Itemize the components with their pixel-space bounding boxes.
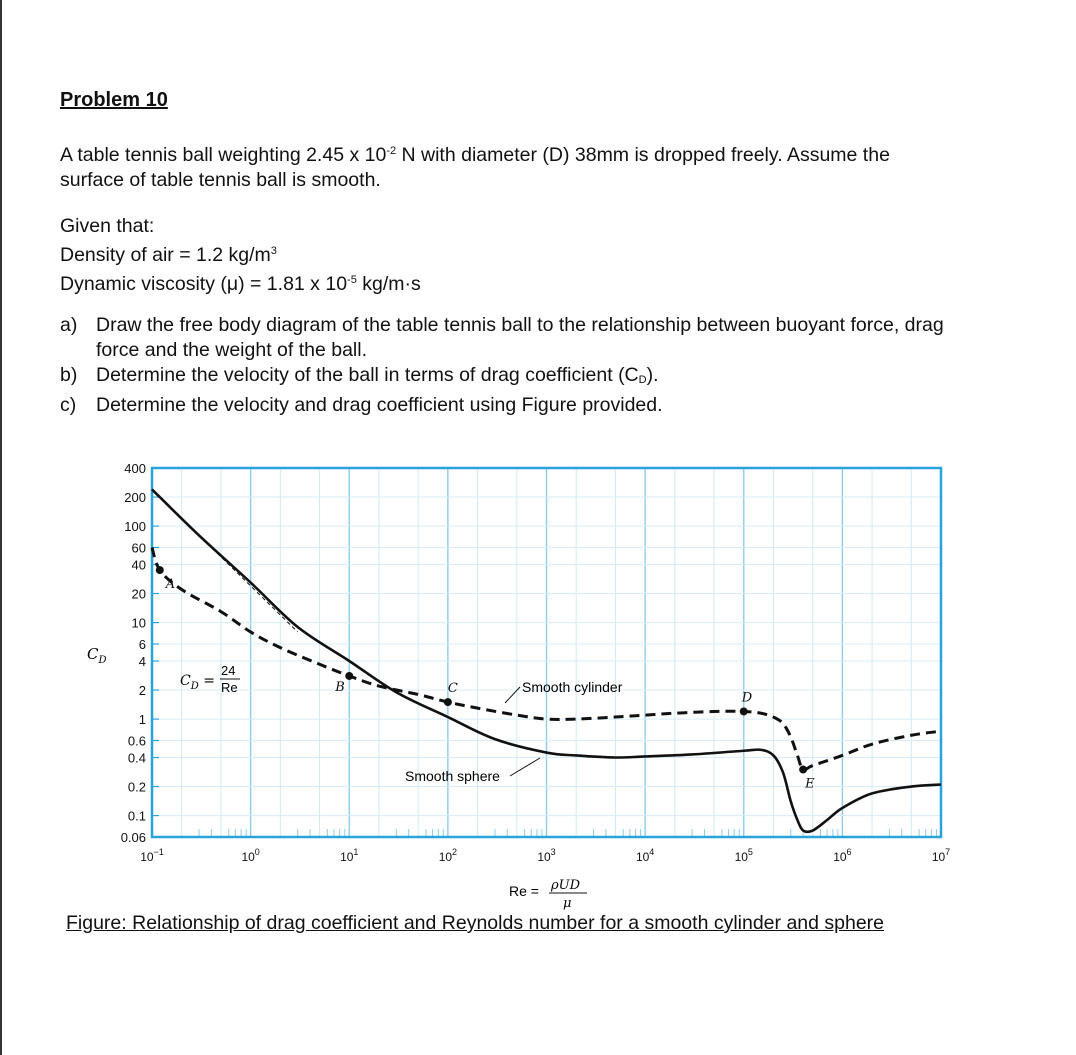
- x-tick-label: $10^{-1}$: [140, 847, 164, 864]
- annotation-smooth-sphere: [405, 758, 540, 784]
- point-C: [444, 698, 452, 706]
- x-tick-label: $10^3$: [537, 847, 556, 864]
- y-tick-label: 20: [131, 586, 146, 602]
- y-tick-label: 200: [124, 490, 146, 506]
- svg-text:μ: μ: [563, 896, 572, 910]
- given-block: [60, 214, 421, 297]
- point-D: [740, 707, 748, 715]
- given-viscosity: Dynamic viscosity (μ) = 1.81 x $10^{-5}$ kg/m·s: [60, 273, 421, 295]
- y-tick-label: 0.6: [127, 733, 146, 749]
- y-tick-label: 0.1: [127, 808, 146, 824]
- y-tick-label: 100: [124, 519, 146, 535]
- x-tick-label: $10^7$: [931, 847, 951, 864]
- svg-text:Re: Re: [221, 680, 238, 695]
- y-tick-label: 2: [138, 683, 146, 699]
- point-label-A: A: [165, 577, 176, 593]
- point-A: [156, 566, 164, 574]
- series-2: [152, 489, 298, 632]
- y-tick-label: 0.2: [127, 779, 146, 795]
- chart-grid: [152, 468, 941, 837]
- svg-text:Re =: Re =: [509, 883, 539, 899]
- question-list: [60, 313, 976, 418]
- given-heading: Given that:: [60, 215, 155, 237]
- x-tick-label: $10^4$: [635, 847, 655, 864]
- question-a: a) Draw the free body diagram of the table tennis ball to the relationship between buoyant force, drag force and the weight of the ball.: [60, 314, 944, 361]
- svg-text:CD =: $C_D$ =: [180, 673, 215, 692]
- question-b: b) Determine the velocity of the ball in terms of drag coefficient $(C_D)$.: [60, 364, 659, 386]
- y-axis-label: $C_D$: [87, 645, 107, 666]
- point-label-D: D: [741, 690, 753, 706]
- x-tick-label: $10^0$: [241, 847, 260, 864]
- svg-text:ρUD: ρUD: [551, 878, 581, 893]
- x-tick-label: $10^5$: [734, 847, 753, 864]
- y-tick-label: 60: [131, 540, 146, 556]
- y-tick-label: 1: [138, 712, 146, 728]
- svg-text:Smooth cylinder: Smooth cylinder: [522, 679, 623, 695]
- question-c: c) Determine the velocity and drag coefficient using Figure provided.: [60, 394, 663, 416]
- annotation-smooth-cylinder: [505, 679, 623, 703]
- problem-title: Problem 10: [60, 89, 168, 111]
- point-label-B: B: [335, 679, 345, 695]
- drag-coefficient-chart: [0, 455, 1076, 910]
- point-label-E: E: [805, 776, 815, 792]
- y-tick-label: 10: [131, 615, 146, 631]
- given-density: Density of air = 1.2 $kg/m^3$: [60, 244, 277, 266]
- svg-text:24: 24: [221, 663, 236, 678]
- x-tick-label: $10^2$: [438, 847, 458, 864]
- x-axis-ticks: [140, 847, 950, 864]
- x-axis-label: [509, 878, 587, 910]
- y-tick-label: 400: [124, 461, 146, 476]
- y-tick-label: 40: [131, 557, 146, 573]
- y-tick-label: 0.06: [120, 830, 146, 845]
- y-tick-label: 4: [138, 653, 146, 669]
- problem-intro: A table tennis ball weighting 2.45 x $10^{-2}$ N with diameter (D) 38mm is dropped freely. Assume the surface of table tennis ball is smooth.: [60, 144, 890, 191]
- y-tick-label: 6: [138, 637, 146, 653]
- point-label-C: C: [447, 681, 458, 697]
- point-E: [799, 766, 807, 774]
- x-tick-label: $10^1$: [340, 847, 359, 864]
- y-axis-ticks: [121, 461, 159, 845]
- figure-caption: Figure: Relationship of drag coefficient and Reynolds number for a smooth cylinder and sphere: [66, 912, 885, 934]
- x-tick-label: $10^6$: [833, 847, 852, 864]
- svg-text:Smooth sphere: Smooth sphere: [405, 768, 500, 784]
- y-tick-label: 0.4: [127, 750, 146, 766]
- point-B: [345, 672, 353, 680]
